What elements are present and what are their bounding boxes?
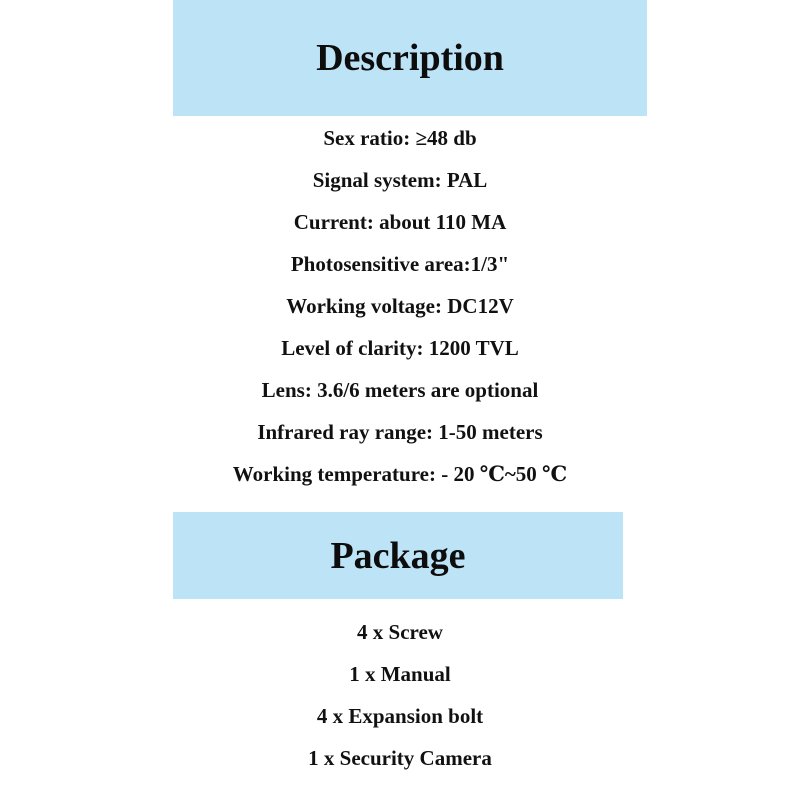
spec-working-voltage: Working voltage: DC12V	[286, 294, 514, 318]
spec-working-temperature: Working temperature: - 20 ℃~50 ℃	[232, 462, 568, 486]
package-item-security-camera: 1 x Security Camera	[308, 746, 492, 770]
spec-signal-system: Signal system: PAL	[312, 168, 488, 192]
package-title: Package	[330, 534, 466, 577]
spec-lens: Lens: 3.6/6 meters are optional	[261, 378, 539, 402]
spec-photosensitive-area: Photosensitive area:1/3"	[290, 252, 510, 276]
description-title: Description	[316, 37, 504, 79]
package-heading-banner	[173, 512, 623, 599]
spec-current: Current: about 110 MA	[293, 210, 507, 234]
spec-level-of-clarity: Level of clarity: 1200 TVL	[281, 336, 519, 360]
package-item-screw: 4 x Screw	[357, 620, 443, 644]
description-heading-banner	[173, 0, 647, 116]
spec-infrared-range: Infrared ray range: 1-50 meters	[257, 420, 543, 444]
package-item-manual: 1 x Manual	[349, 662, 451, 686]
package-item-expansion-bolt: 4 x Expansion bolt	[316, 704, 484, 728]
spec-sex-ratio: Sex ratio: ≥48 db	[323, 126, 477, 150]
